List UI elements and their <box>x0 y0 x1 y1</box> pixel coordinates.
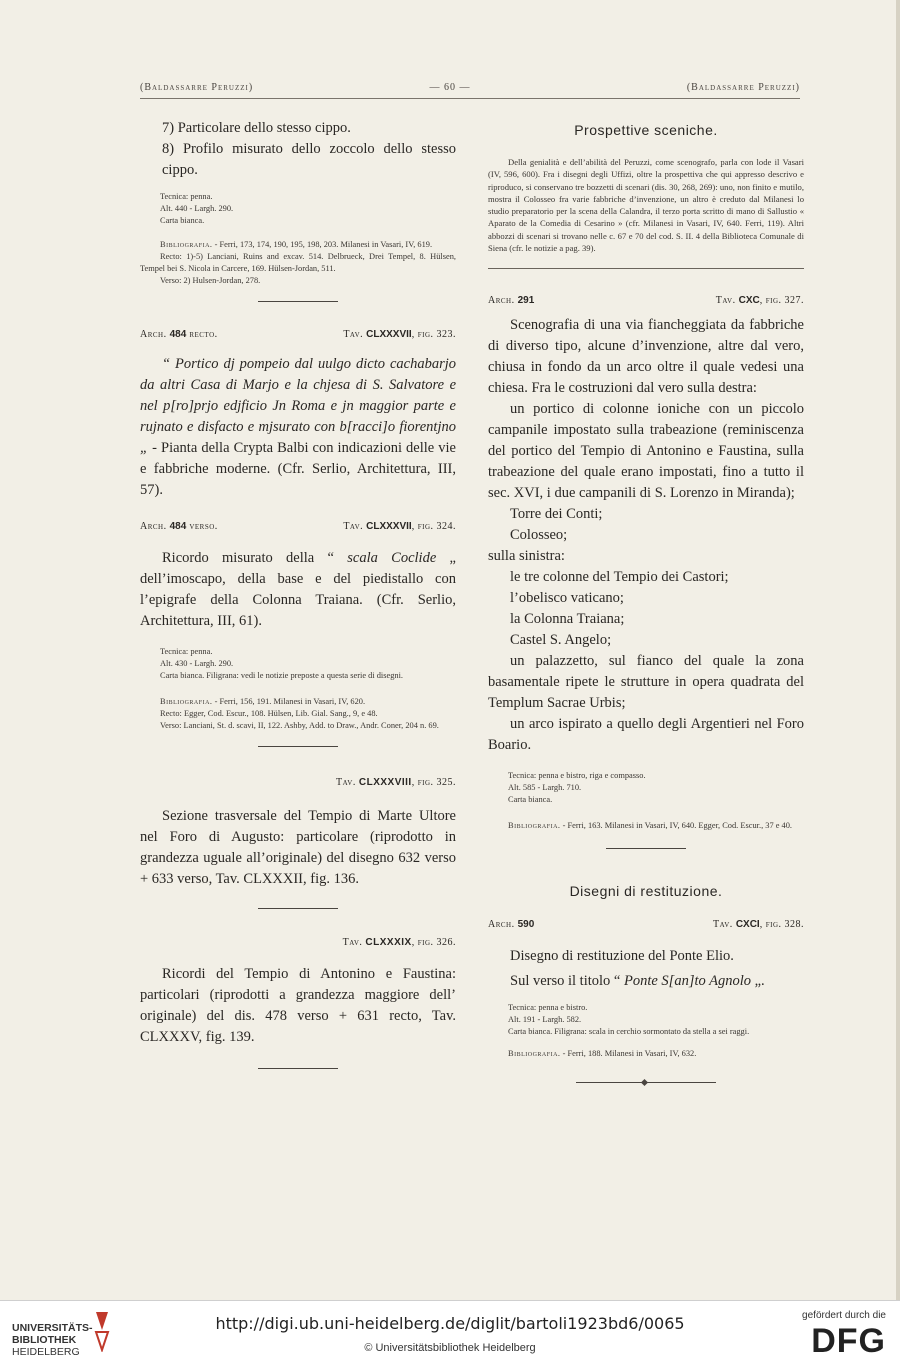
technique-line: Tecnica: penna. <box>160 192 213 201</box>
list-item: Torre dei Conti; <box>510 506 603 523</box>
library-name-line: UNIVERSITÄTS- <box>12 1322 93 1334</box>
running-head-right: (Baldassarre Peruzzi) <box>686 82 800 93</box>
text-part: „. <box>751 973 765 990</box>
archive-ref-right <box>713 919 804 930</box>
archive-ref-right <box>343 329 456 340</box>
paper-line: Carta bianca. Filigrana: scala in cerchio sormontato da stella a sei raggi. <box>508 1027 750 1037</box>
bibliography-line <box>140 696 456 708</box>
archive-ref-left <box>140 329 218 340</box>
fig-number: , fig. 326. <box>411 937 456 948</box>
text-part: Sul verso il titolo “ <box>510 973 624 990</box>
tav-number: CXC <box>738 295 760 307</box>
list-item: la Colonna Traiana; <box>510 611 625 628</box>
dimensions-line: Alt. 440 - Largh. 290. <box>160 204 234 213</box>
arch-label: Arch. <box>488 919 515 931</box>
entry-328-verso <box>488 971 804 992</box>
list-item: l’obelisco vaticano; <box>510 590 624 607</box>
entry-323-text <box>140 354 456 501</box>
tav-label: Tav. <box>342 937 363 948</box>
bibliography-label: Bibliografia. <box>508 821 561 831</box>
technique-block-3 <box>140 646 456 682</box>
list-item: un arco ispirato a quello degli Argentieri nel Foro Boario. <box>488 716 804 754</box>
library-name-line: HEIDELBERG <box>12 1346 80 1358</box>
bibliography-line <box>140 239 456 251</box>
page-number: — 60 — <box>429 82 471 93</box>
tav-number: CLXXXVII <box>366 521 412 532</box>
bibliography-block-3 <box>140 696 456 732</box>
dimensions-line: Alt. 430 - Largh. 290. <box>160 659 234 668</box>
funding-label: gefördert durch die <box>802 1310 886 1321</box>
technique-block-6 <box>488 770 804 806</box>
arch-side: recto. <box>189 329 218 340</box>
entry-324-text <box>140 548 456 632</box>
tav-label: Tav. <box>336 777 356 788</box>
dfg-logo: DFG <box>811 1322 886 1360</box>
bibliography-verso: Verso: 2) Hulsen-Jordan, 278. <box>160 276 261 285</box>
description-paragraph: Scenografia di una via fiancheggiata da fabbriche di diverso tipo, alcune d’invenzione, altre dal vero, chiusa in fondo da un arco oltre il quale vedesi una chiesa. Fra le costruzioni dal vero sulla destra: <box>488 317 804 397</box>
fig-number: , fig. 324. <box>411 521 456 532</box>
bibliography-text: - Ferri, 188. Milanesi in Vasari, IV, 632. <box>560 1049 697 1059</box>
tav-ref-326 <box>140 937 456 948</box>
library-name-line: BIBLIOTHEK <box>12 1334 77 1346</box>
archive-ref-324 <box>140 521 456 532</box>
arch-label: Arch. <box>140 521 167 532</box>
bibliography-block-7 <box>488 1048 804 1060</box>
permalink-url[interactable]: http://digi.ub.uni-heidelberg.de/diglit/bartoli1923bd6/0065 <box>215 1314 685 1333</box>
left-column <box>140 118 456 1069</box>
bibliography-block-6 <box>488 820 804 832</box>
dimensions-line: Alt. 191 - Largh. 582. <box>508 1015 582 1025</box>
arch-number: 484 <box>169 329 187 340</box>
bibliography-label: Bibliografia. <box>160 240 213 249</box>
bibliography-block-1 <box>140 239 456 287</box>
archive-ref-right <box>343 521 456 532</box>
technique-line: Tecnica: penna e bistro. <box>508 1003 588 1013</box>
archive-ref-left <box>488 295 534 306</box>
technique-block-1 <box>140 191 456 227</box>
technique-block-7 <box>488 1002 804 1038</box>
tav-label: Tav. <box>715 295 736 307</box>
arch-side: verso. <box>189 521 218 532</box>
bibliography-verso: Verso: Lanciani, St. d. scavi, II, 122. Ashby, Add. to Draw., Andr. Coner, 204 n. 69. <box>160 721 439 730</box>
archive-ref-327 <box>488 295 804 306</box>
fig-number: , fig. 323. <box>411 329 456 340</box>
section-heading-prospettive: Prospettive sceniche. <box>574 122 718 138</box>
end-ornament <box>576 1080 716 1086</box>
quoted-title: Ponte S[an]to Agnolo <box>623 973 751 990</box>
bibliography-label: Bibliografia. <box>160 697 213 706</box>
dimensions-line: Alt. 585 - Largh. 710. <box>508 783 582 793</box>
entry-328-text: Disegno di restituzione del Ponte Elio. <box>510 948 734 965</box>
header-rule <box>140 98 800 99</box>
archive-ref-left <box>488 919 534 930</box>
bibliography-text: - Ferri, 173, 174, 190, 195, 198, 203. Milanesi in Vasari, IV, 619. <box>212 240 433 249</box>
separator-rule <box>258 1068 338 1069</box>
list-item: un palazzetto, sul fianco del quale la zona basamentale ripete le strutture in opera quadrata del Templum Sacrae Urbis; <box>488 653 804 712</box>
tav-ref-325 <box>140 777 456 788</box>
tav-label: Tav. <box>343 521 364 532</box>
separator-rule <box>258 301 338 302</box>
item-7: 7) Particolare dello stesso cippo. <box>162 120 351 136</box>
separator-rule <box>258 746 338 747</box>
arch-number: 291 <box>517 295 535 307</box>
bibliography-recto: Recto: Egger, Cod. Escur., 108. Hülsen, Lib. Gial. Sang., 9, e 48. <box>160 709 378 718</box>
separator-rule <box>606 848 686 849</box>
inscription-quote: “ Portico dj pompeio dal uulgo dicto cachabarjo da altri Casa di Marjo e la chjesa di S. Salvatore e nel p[ro]prjo edjficio Jn Roma e jn maggior parte e rujnato e disfacto e mjsurato con b[racci]o fiorentjno „ <box>140 356 456 456</box>
bibliography-label: Bibliografia. <box>508 1049 561 1059</box>
viewer-footer <box>0 1300 900 1366</box>
text-part: Ricordo misurato della “ <box>162 550 348 566</box>
technique-line: Tecnica: penna e bistro, riga e compasso. <box>508 771 646 781</box>
paper-line: Carta bianca. Filigrana: vedi le notizie preposte a questa serie di disegni. <box>160 671 404 680</box>
list-item: Colosseo; <box>510 527 568 544</box>
archive-ref-323 <box>140 329 456 340</box>
tav-number: CLXXXIX <box>365 937 412 948</box>
fig-number: , fig. 325. <box>411 777 456 788</box>
paper-line: Carta bianca. <box>160 216 205 225</box>
archive-ref-left <box>140 521 218 532</box>
bibliography-recto: Recto: 1)-5) Lanciani, Ruins and excav. 514. Delbrueck, Drei Tempel, 8. Hülsen, Tempel bei S. Nicola in Carcere, 169. Hülsen-Jordan, 511. <box>140 252 456 273</box>
entry-description: - Pianta della Crypta Balbi con indicazioni delle vie e fabbriche moderne. (Cfr. Serlio, Architettura, III, 57). <box>140 440 456 498</box>
archive-ref-right <box>716 295 804 306</box>
running-head-left: (Baldassarre Peruzzi) <box>140 82 254 93</box>
right-column <box>488 118 804 1086</box>
separator-rule <box>258 908 338 909</box>
tav-label: Tav. <box>712 919 733 931</box>
paper-line: Carta bianca. <box>508 795 553 805</box>
arch-number: 484 <box>169 521 187 532</box>
fig-number: , fig. 327. <box>759 295 804 307</box>
list-subhead: sulla sinistra: <box>488 548 565 565</box>
list-item: un portico di colonne ioniche con un piccolo campanile impostato sulla trabeazione (reminiscenza del portico del Tempio di Antonino e Faustina, sulla trabeazione del quale erano impostati, fino a tutto il sec. XVI, i due campanili di S. Lorenzo in Miranda); <box>488 401 804 502</box>
tav-label: Tav. <box>343 329 364 340</box>
bibliography-text: - Ferri, 156, 191. Milanesi in Vasari, IV, 620. <box>212 697 366 706</box>
text-part: „ dell’imoscapo, della base e del piedistallo con l’epigrafe della Colonna Traiana. (Cfr. Serlio, Architettura, III, 61). <box>140 550 456 629</box>
entry-326-text: Ricordi del Tempio di Antonino e Faustina: particolari (riprodotti a grandezza maggiore dell’ originale) del dis. 478 verso + 631 recto, Tav. CLXXXV, fig. 139. <box>140 966 456 1045</box>
entry-327-text <box>488 315 804 756</box>
copyright-notice: © Universitätsbibliothek Heidelberg <box>364 1342 536 1354</box>
section-heading-restituzione: Disegni di restituzione. <box>569 883 723 900</box>
item-8: 8) Profilo misurato dello zoccolo dello stesso cippo. <box>162 141 456 178</box>
bibliography-text: - Ferri, 163. Milanesi in Vasari, IV, 640. Egger, Cod. Escur., 37 e 40. <box>560 821 793 831</box>
quoted-title: scala Coclide <box>347 550 437 566</box>
tav-number: CXCI <box>735 919 760 931</box>
list-item: Castel S. Angelo; <box>510 632 612 649</box>
list-item: le tre colonne del Tempio dei Castori; <box>510 569 729 586</box>
arch-number: 590 <box>517 919 535 931</box>
separator-rule <box>488 268 804 269</box>
entry-325-text: Sezione trasversale del Tempio di Marte Ultore nel Foro di Augusto: particolare (riprodotto in grandezza uguale all’originale) del disegno 632 verso + 633 verso, Tav. CLXXXII, fig. 136. <box>140 808 456 887</box>
ornament-diamond <box>641 1079 648 1086</box>
archive-ref-328 <box>488 919 804 930</box>
technique-line: Tecnica: penna. <box>160 647 213 656</box>
arch-label: Arch. <box>140 329 167 340</box>
section-intro: Della genialità e dell’abilità del Peruzzi, come scenografo, parla con lode il Vasari (IV, 596, 600). Fra i disegni degli Uffizi, oltre la prospettiva che qui appresso descrivo e riproduco, si conservano tre bozzetti di scenari (dis. 30, 268, 269): uno, non finito e mutilo, mostra il Colosseo fra varie fabbriche d’invenzione, un altro è creduto dal Milanesi lo studio preparatorio per la scena della Calandra, il terzo porta scritto di mano di Sallustio « Aparato de la Comedia di Cesarino » (cfr. Milanesi in Vasari, IV, 640. Ferri, 119). Altri abbozzi di scenari si trovano nelle c. 67 e 70 del cod. S. II. 4 della Biblioteca Comunale di Siena (cfr. le notizie a pag. 39). <box>488 157 804 254</box>
fig-number: , fig. 328. <box>759 919 804 931</box>
tav-number: CLXXXVIII <box>358 777 412 788</box>
tav-number: CLXXXVII <box>366 329 412 340</box>
arch-label: Arch. <box>488 295 515 307</box>
